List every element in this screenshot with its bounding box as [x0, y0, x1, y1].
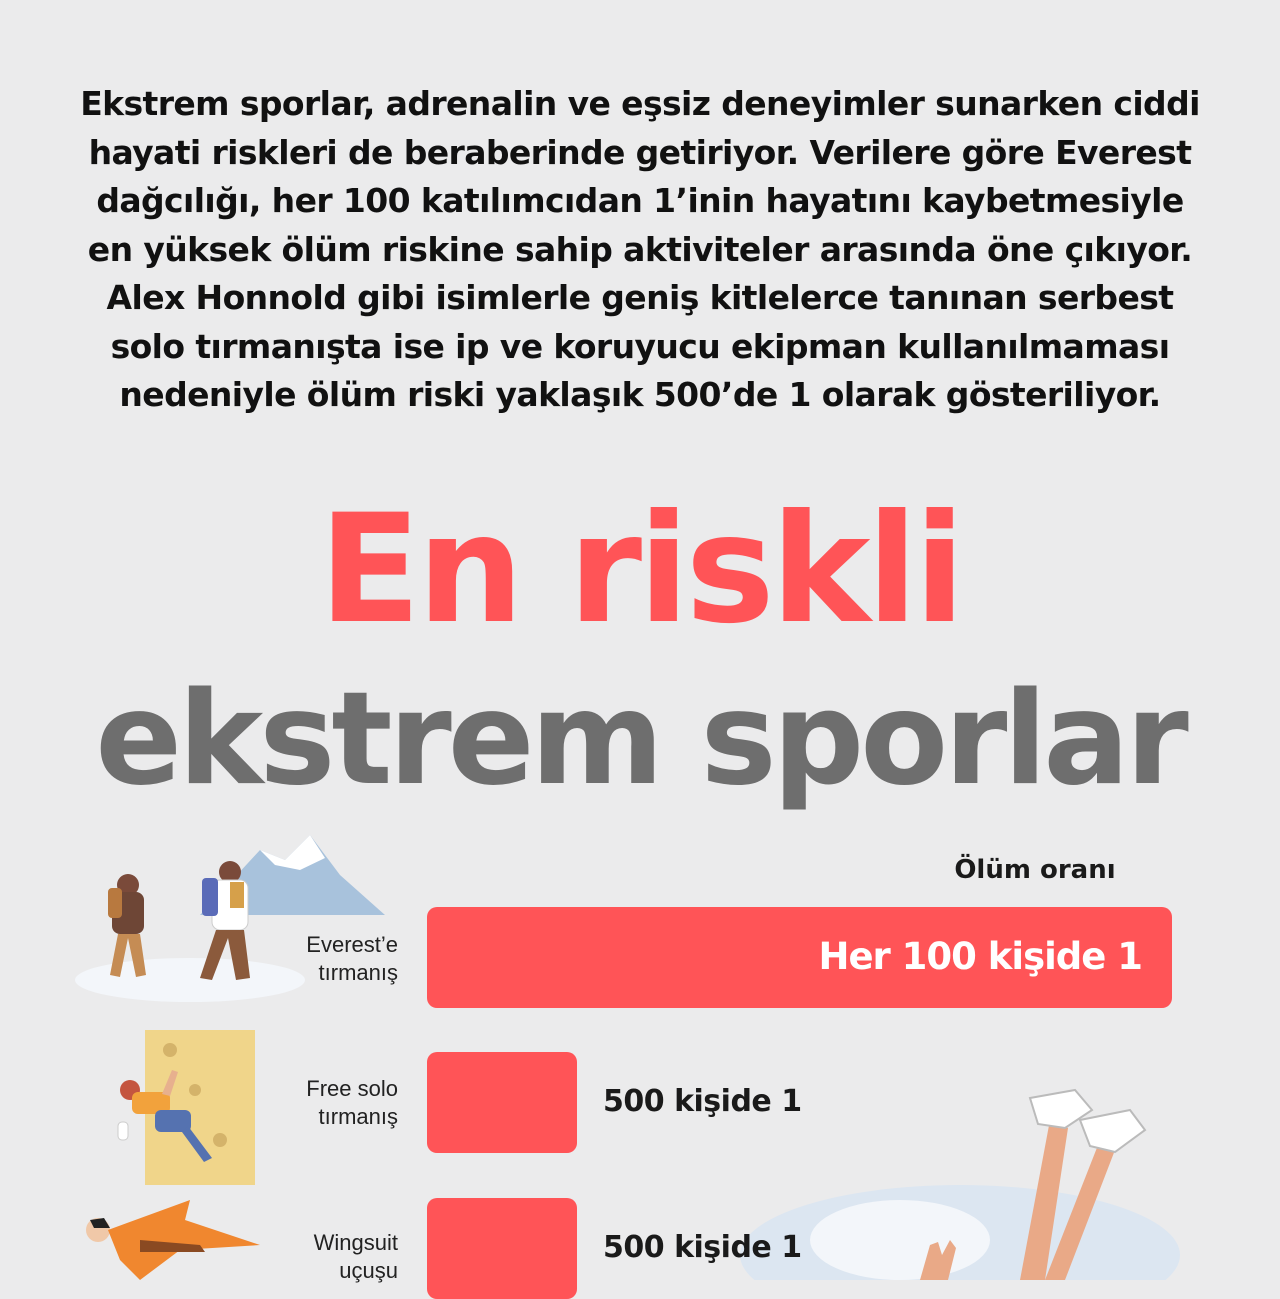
value-axis-title: Ölüm oranı [954, 855, 1116, 885]
category-label-wingsuit: Wingsuit uçuşu [313, 1230, 398, 1283]
data-label-free-solo: 500 kişide 1 [603, 1084, 802, 1119]
data-label-wingsuit: 500 kişide 1 [603, 1230, 802, 1265]
free-solo-climber-illustration [100, 1030, 260, 1188]
bar-wingsuit [427, 1198, 577, 1299]
data-label-everest: Her 100 kişide 1 [818, 935, 1142, 978]
bar-free-solo [427, 1052, 577, 1153]
category-label-everest: Everest’e tırmanış [306, 932, 398, 985]
title-line-2: ekstrem sporlar [95, 665, 1185, 814]
title-line-1: En riskli [318, 483, 962, 657]
intro-paragraph: Ekstrem sporlar, adrenalin ve eşsiz deneyimler sunarken ciddi hayati riskleri de beraberinde getiriyor. Verilere göre Everest dağcılığı, her 100 katılımcıdan 1’inin hayatını kaybetmesiyle en yüksek ölüm riskine sahip aktiviteler arasında öne çıkıyor. Alex Honnold gibi isimlerle geniş kitlelerce tanınan serbest solo tırmanışta ise ip ve koruyucu ekipman kullanılmaması nedeniyle ölüm riski yaklaşık 500’de 1 olarak gösteriliyor. [80, 84, 1200, 414]
wingsuit-flyer-illustration [80, 1190, 270, 1280]
category-label-free-solo: Free solo tırmanış [306, 1076, 398, 1129]
